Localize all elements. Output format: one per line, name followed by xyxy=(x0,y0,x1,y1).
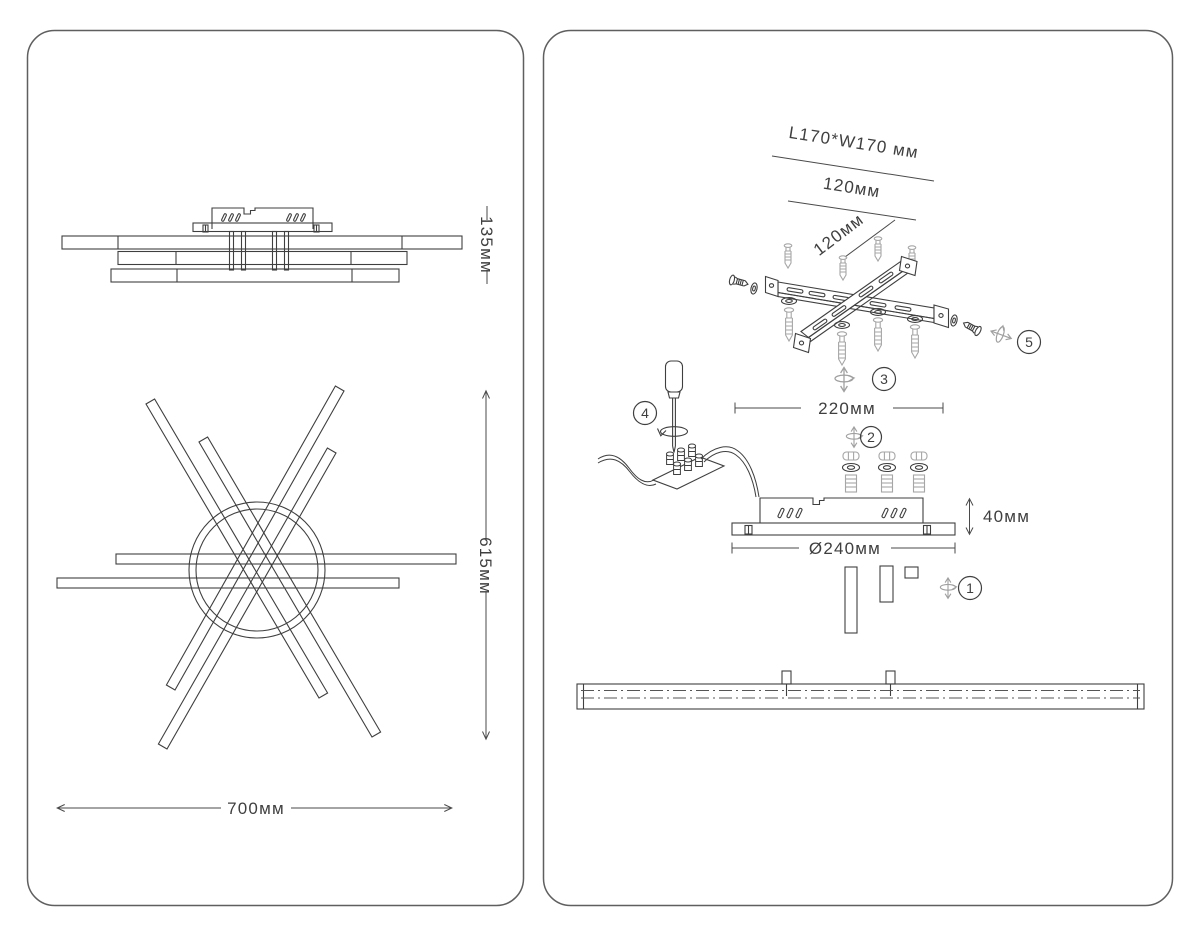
step-3-label: 3 xyxy=(880,371,888,387)
nut-washer-stud xyxy=(843,452,860,492)
profile-bar xyxy=(577,671,1144,709)
terminal xyxy=(673,462,680,475)
anchor-screw xyxy=(784,244,792,268)
dim-700-label: 700мм xyxy=(227,799,285,818)
step-circle-3 xyxy=(873,368,896,391)
dim-40-label: 40мм xyxy=(983,507,1031,526)
washer xyxy=(950,314,958,326)
canopy-vents xyxy=(778,508,907,518)
terminal xyxy=(695,454,702,467)
screwdriver xyxy=(666,361,683,453)
light-bar xyxy=(146,399,328,698)
anchor-screw xyxy=(874,237,882,261)
light-bar xyxy=(57,578,399,588)
terminal xyxy=(677,448,684,461)
screw xyxy=(961,319,982,337)
rotate-icon xyxy=(988,323,1014,346)
canopy-box-side xyxy=(212,208,313,229)
mount-tab xyxy=(886,671,895,684)
light-bar xyxy=(116,554,456,564)
dim-120a-label: 120мм xyxy=(821,173,882,202)
step-circle-1 xyxy=(959,577,982,600)
nut-washer-stud xyxy=(911,452,928,492)
dim-615-label: 615мм xyxy=(476,537,495,595)
dim-40 xyxy=(966,499,973,535)
left-panel-frame xyxy=(28,31,524,906)
spare-parts xyxy=(845,566,918,633)
step-2-label: 2 xyxy=(867,429,875,445)
mount-tab xyxy=(782,671,791,684)
mounting-bracket xyxy=(766,257,949,353)
light-bars-top xyxy=(57,386,456,749)
terminal-block xyxy=(653,444,724,489)
step-circle-5 xyxy=(1018,331,1041,354)
step-circle-2 xyxy=(861,427,882,448)
step-5-label: 5 xyxy=(1025,334,1033,350)
dim-220-label: 220мм xyxy=(818,399,876,418)
dim-plate-size-label: L170*W170 мм xyxy=(787,122,921,163)
top-view xyxy=(57,386,490,812)
step-circle-4 xyxy=(634,402,657,425)
dim-plate-size xyxy=(772,156,934,257)
light-bar xyxy=(199,437,381,737)
mount-plate-side xyxy=(193,223,332,232)
dim-135-label: 135мм xyxy=(477,216,496,274)
nut-washer-stud xyxy=(879,452,896,492)
right-fastener xyxy=(950,314,1014,346)
screw xyxy=(873,318,882,351)
screw xyxy=(910,325,919,358)
stud-stacks xyxy=(843,452,928,492)
spare-part xyxy=(845,567,857,633)
rotate-icon xyxy=(940,578,956,598)
canopy-vents xyxy=(221,213,306,221)
canopy xyxy=(732,498,955,535)
terminal xyxy=(688,444,695,457)
terminal xyxy=(666,452,673,465)
canopy-plate xyxy=(732,523,955,535)
step-4-label: 4 xyxy=(641,405,649,421)
light-bar xyxy=(158,448,336,749)
light-bars-side xyxy=(62,236,462,282)
side-view xyxy=(62,206,487,284)
center-lines xyxy=(581,691,1140,699)
rotate-icon xyxy=(835,368,854,392)
spare-part xyxy=(880,566,893,602)
wire-left xyxy=(598,455,656,485)
screw xyxy=(728,275,749,290)
screw xyxy=(837,332,846,365)
screw xyxy=(784,308,793,341)
washer xyxy=(835,322,850,329)
canopy-box xyxy=(760,498,923,523)
terminal xyxy=(684,458,691,471)
anchor-screw xyxy=(839,256,847,280)
dim-240-label: Ø240мм xyxy=(808,539,882,558)
ring-circles xyxy=(189,502,325,638)
plate-clips xyxy=(745,526,931,535)
exploded-view xyxy=(577,123,1144,709)
dim-120b-label: 120мм xyxy=(809,209,868,260)
step-1-label: 1 xyxy=(966,580,974,596)
washer xyxy=(750,282,758,294)
plate-clips xyxy=(203,225,319,232)
spare-part xyxy=(905,567,918,578)
right-panel-frame xyxy=(544,31,1173,906)
left-fastener xyxy=(728,275,758,295)
